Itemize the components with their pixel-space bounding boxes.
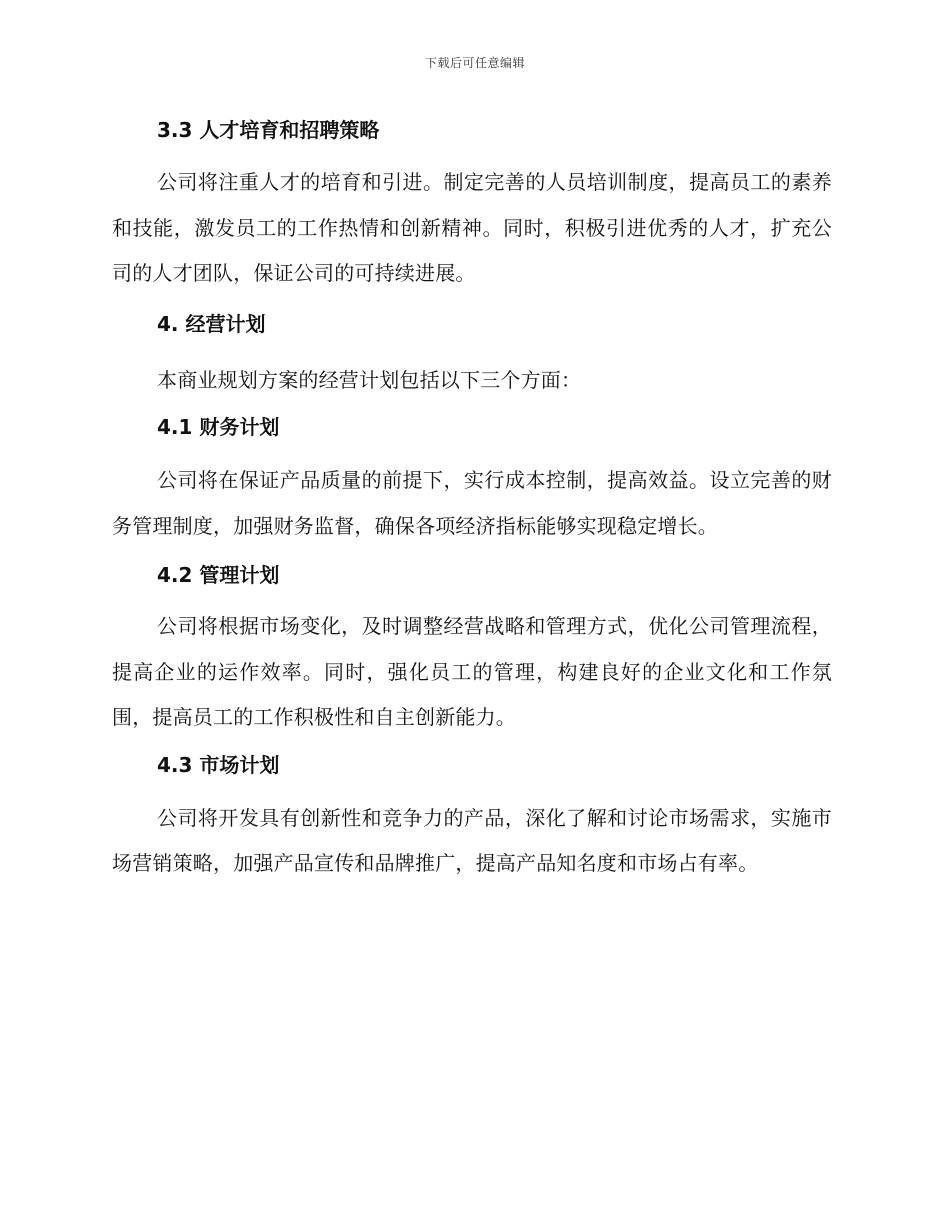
section-paragraph-4-1: 公司将在保证产品质量的前提下，实行成本控制，提高效益。设立完善的财务管理制度，加强财务监督，确保各项经济指标能够实现稳定增长。 (112, 468, 832, 538)
document-body (112, 110, 832, 887)
section-paragraph-4-2: 公司将根据市场变化，及时调整经营战略和管理方式，优化公司管理流程，提高企业的运作效率。同时，强化员工的管理，构建良好的企业文化和工作氛围，提高员工的工作积极性和自主创新能力。 (112, 614, 832, 729)
section-paragraph-4: 本商业规划方案的经营计划包括以下三个方面： (157, 367, 582, 392)
section-heading-4: 4. 经营计划 (157, 311, 266, 336)
section-heading-4-2: 4.2 管理计划 (157, 563, 280, 587)
section-heading-4-1: 4.1 财务计划 (157, 415, 280, 439)
section-heading-4-3: 4.3 市场计划 (157, 752, 280, 777)
section-heading-3-3: 3.3 人才培育和招聘策略 (157, 118, 380, 142)
section-paragraph-3-3: 公司将注重人才的培育和引进。制定完善的人员培训制度，提高员工的素养和技能，激发员工的工作热情和创新精神。同时，积极引进优秀的人才，扩充公司的人才团队，保证公司的可持续进展。 (112, 170, 832, 285)
section-paragraph-4-3: 公司将开发具有创新性和竞争力的产品，深化了解和讨论市场需求，实施市场营销策略，加强产品宣传和品牌推广，提高产品知名度和市场占有率。 (112, 805, 832, 875)
page-header-note: 下载后可任意编辑 (424, 56, 525, 70)
